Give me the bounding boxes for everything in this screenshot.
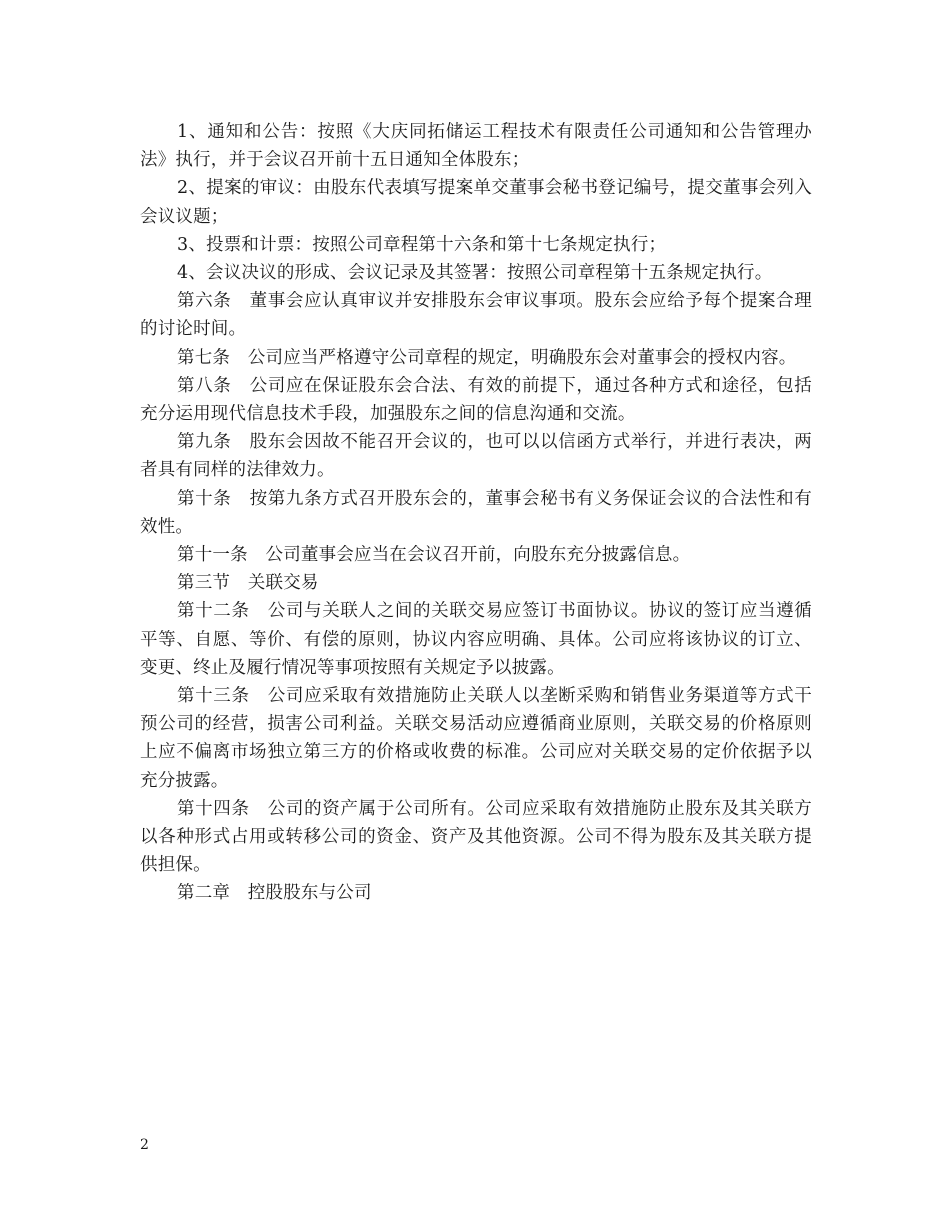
article-11: 第十一条 公司董事会应当在会议召开前，向股东充分披露信息。	[177, 545, 691, 566]
document-body	[140, 118, 812, 908]
resolution-clause: 4、会议决议的形成、会议记录及其签署：按照公司章程第十五条规定执行。	[177, 263, 773, 284]
proposal-clause: 2、提案的审议：由股东代表填写提案单交董事会秘书登记编号，提交董事会列入会议议题；	[140, 178, 812, 227]
article-12: 第十二条 公司与关联人之间的关联交易应签订书面协议。协议的签订应当遵循平等、自愿、等价、有偿的原则，协议内容应明确、具体。公司应将该协议的订立、变更、终止及履行情况等事项按照有关规定予以披露。	[140, 601, 812, 678]
article-7: 第七条 公司应当严格遵守公司章程的规定，明确股东会对董事会的授权内容。	[177, 347, 797, 368]
article-14: 第十四条 公司的资产属于公司所有。公司应采取有效措施防止股东及其关联方以各种形式占用或转移公司的资金、资产及其他资源。公司不得为股东及其关联方提供担保。	[140, 798, 812, 876]
notice-clause: 1、通知和公告：按照《大庆同拓储运工程技术有限责任公司通知和公告管理办法》执行，并于会议召开前十五日通知全体股东；	[140, 122, 812, 171]
voting-clause: 3、投票和计票：按照公司章程第十六条和第十七条规定执行；	[177, 234, 667, 255]
article-8: 第八条 公司应在保证股东会合法、有效的前提下，通过各种方式和途径，包括充分运用现代信息技术手段，加强股东之间的信息沟通和交流。	[140, 375, 812, 425]
article-13: 第十三条 公司应采取有效措施防止关联人以垄断采购和销售业务渠道等方式干预公司的经营，损害公司利益。关联交易活动应遵循商业原则，关联交易的价格原则上应不偏离市场独立第三方的价格或收费的标准。公司应对关联交易的定价依据予以充分披露。	[140, 686, 812, 791]
page-number: 2	[140, 1137, 149, 1153]
article-9: 第九条 股东会因故不能召开会议的，也可以以信函方式举行，并进行表决，两者具有同样的法律效力。	[140, 432, 812, 481]
chapter-heading: 第二章 控股股东与公司	[177, 883, 372, 904]
article-10: 第十条 按第九条方式召开股东会的，董事会秘书有义务保证会议的合法性和有效性。	[140, 488, 812, 537]
article-6: 第六条 董事会应认真审议并安排股东会审议事项。股东会应给予每个提案合理的讨论时间。	[140, 291, 812, 340]
section-heading: 第三节 关联交易	[177, 573, 319, 594]
